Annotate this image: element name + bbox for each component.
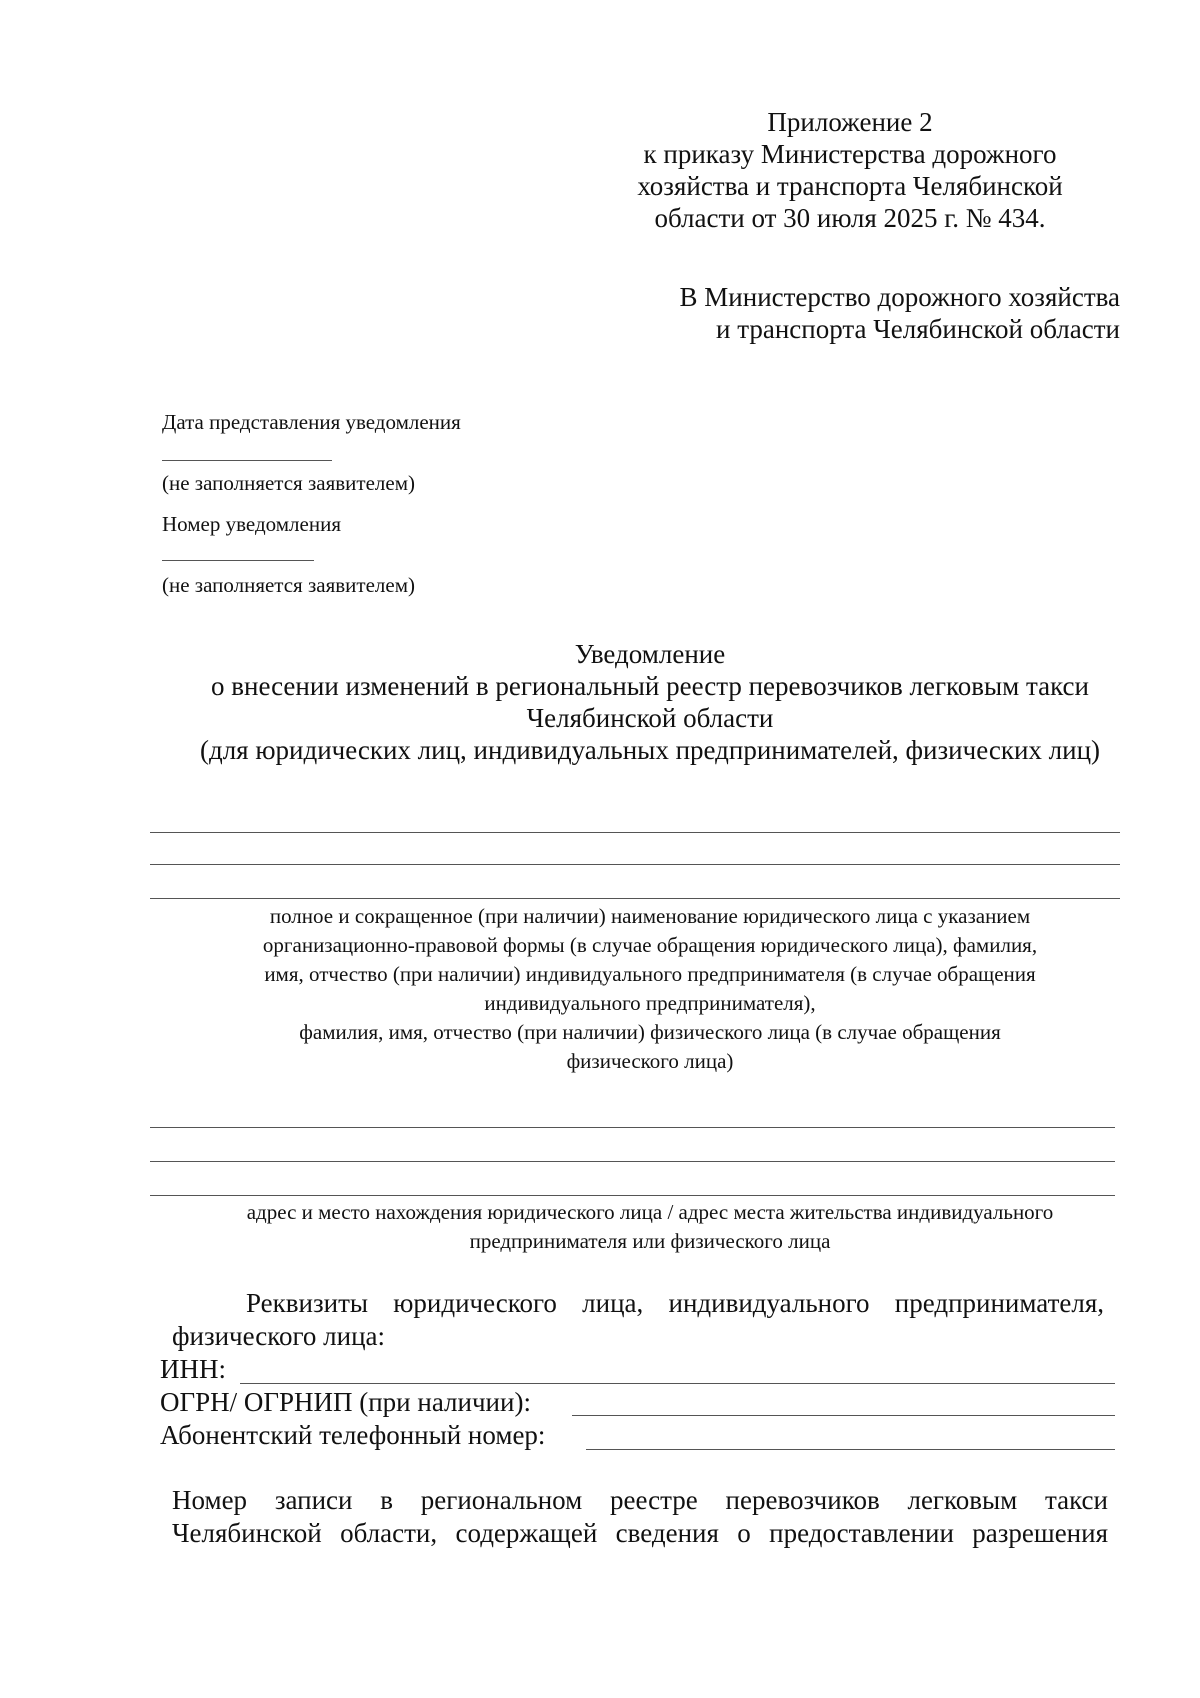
document-title — [140, 638, 1160, 766]
number-note: (не заполняется заявителем) — [162, 573, 415, 597]
date-label: Дата представления уведомления — [162, 410, 461, 434]
name-field-line — [150, 898, 1120, 899]
caption-line: имя, отчество (при наличии) индивидуального предпринимателя (в случае обращения — [264, 962, 1036, 986]
appendix-line: хозяйства и транспорта Челябинской — [637, 171, 1063, 201]
registry-record-line: Челябинской области, содержащей сведения о предоставлении разрешения — [172, 1518, 1108, 1548]
caption-line: физического лица) — [566, 1049, 734, 1073]
caption-line: индивидуального предпринимателя), — [484, 991, 816, 1015]
appendix-line: Приложение 2 — [767, 107, 933, 137]
caption-line: предпринимателя или физического лица — [469, 1229, 831, 1253]
phone-label: Абонентский телефонный номер: — [160, 1420, 546, 1450]
inn-label: ИНН: — [160, 1354, 226, 1384]
appendix-line: к приказу Министерства дорожного — [643, 139, 1057, 169]
addressee-line: и транспорта Челябинской области — [716, 314, 1120, 344]
name-caption — [150, 902, 1150, 1076]
caption-line: адрес и место нахождения юридического лица / адрес места жительства индивидуального — [246, 1200, 1054, 1224]
title-line: Уведомление — [574, 639, 726, 669]
title-line: Челябинской области — [526, 703, 774, 733]
title-line: (для юридических лиц, индивидуальных предпринимателей, физических лиц) — [199, 735, 1101, 765]
address-field-line — [150, 1127, 1115, 1128]
caption-line: организационно-правовой формы (в случае обращения юридического лица), фамилия, — [262, 933, 1038, 957]
address-caption — [160, 1198, 1140, 1256]
number-label: Номер уведомления — [162, 512, 341, 536]
requisites-intro: Реквизиты юридического лица, индивидуального предпринимателя, — [246, 1288, 1104, 1318]
ogrn-field-line[interactable] — [572, 1415, 1115, 1416]
number-field-line — [162, 560, 314, 561]
requisites-intro-cont: физического лица: — [172, 1321, 386, 1351]
phone-field-line[interactable] — [586, 1449, 1115, 1450]
inn-field-line[interactable] — [240, 1383, 1115, 1384]
date-field-line — [162, 460, 332, 461]
ogrn-label: ОГРН/ ОГРНИП (при наличии): — [160, 1387, 531, 1417]
address-field-line — [150, 1195, 1115, 1196]
appendix-line: области от 30 июля 2025 г. № 434. — [654, 203, 1046, 233]
addressee-line: В Министерство дорожного хозяйства — [679, 282, 1120, 312]
date-note: (не заполняется заявителем) — [162, 471, 415, 495]
appendix-header — [590, 106, 1110, 234]
caption-line: полное и сокращенное (при наличии) наименование юридического лица с указанием — [269, 904, 1031, 928]
registry-record-line: Номер записи в региональном реестре перевозчиков легковым такси — [172, 1485, 1108, 1515]
name-field-line — [150, 864, 1120, 865]
name-field-line — [150, 832, 1120, 833]
caption-line: фамилия, имя, отчество (при наличии) физического лица (в случае обращения — [299, 1020, 1001, 1044]
addressee — [560, 281, 1120, 345]
address-field-line — [150, 1161, 1115, 1162]
title-line: о внесении изменений в региональный реестр перевозчиков легковым такси — [211, 671, 1089, 701]
